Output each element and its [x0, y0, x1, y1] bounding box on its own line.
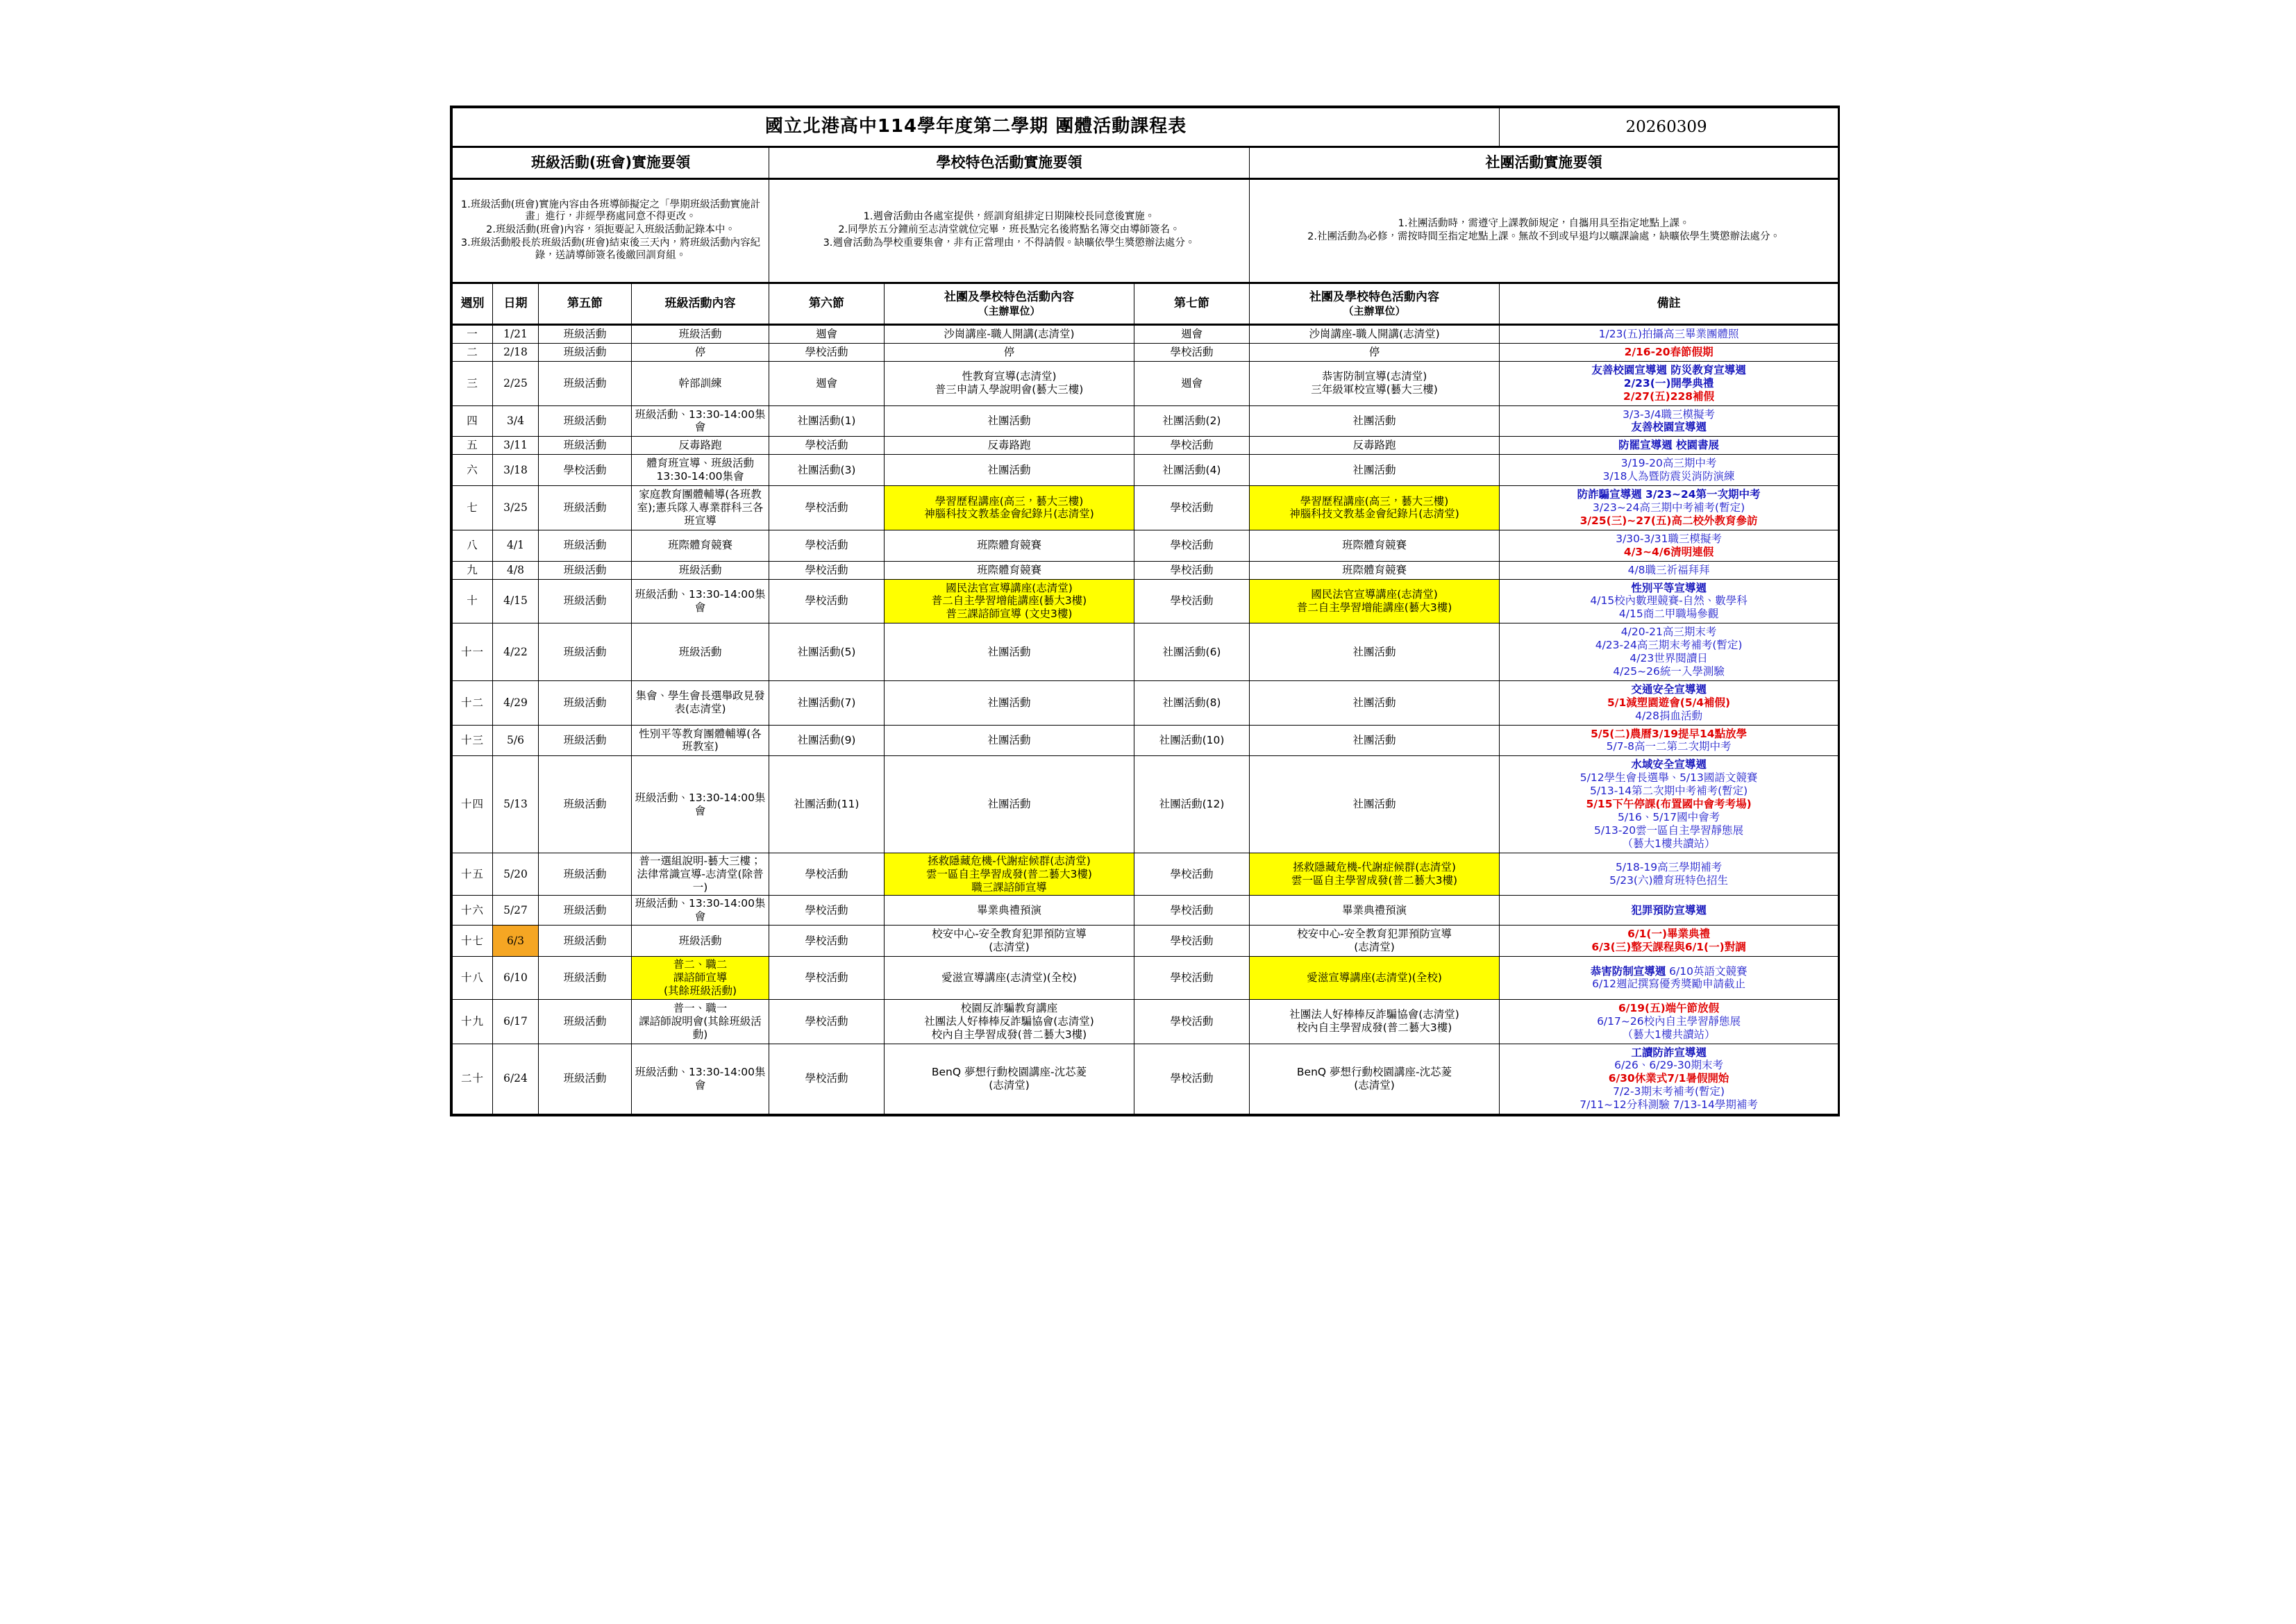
cell-activity-period7: 班際體育競賽 [1250, 530, 1500, 561]
guideline-heading-class: 班級活動(班會)實施要領 [453, 147, 769, 179]
cell-remarks [1500, 957, 1838, 1000]
remark-emphasis: 恭害防制宣導週 [1590, 964, 1666, 978]
cell-remarks [1500, 896, 1838, 926]
cell-period5: 班級活動 [539, 926, 632, 957]
col-header-club-school-7-sub: （主辦單位） [1343, 304, 1406, 317]
remark-line: 友善校園宣導週 防災教育宣導週 [1591, 363, 1746, 376]
cell-class-activity: 班級活動、13:30-14:00集會 [632, 579, 769, 623]
cell-week: 十 [453, 579, 493, 623]
cell-period7: 社團活動(8) [1134, 680, 1250, 725]
table-row [453, 579, 1838, 623]
cell-period7: 學校活動 [1134, 343, 1250, 361]
cell-activity-period6: 校園反詐騙教育講座 社團法人好棒棒反詐騙協會(志清堂) 校內自主學習成發(普二藝大3樓) [885, 999, 1134, 1044]
cell-activity-period6: 學習歷程講座(高三，藝大三樓) 神腦科技文教基金會紀錄片(志清堂) [885, 486, 1134, 530]
cell-activity-period6: 沙崗講座-職人開講(志清堂) [885, 325, 1134, 344]
cell-class-activity: 停 [632, 343, 769, 361]
cell-period6: 學校活動 [769, 957, 885, 1000]
table-row [453, 926, 1838, 957]
cell-period7: 學校活動 [1134, 579, 1250, 623]
cell-date: 3/4 [493, 405, 539, 437]
cell-period6: 學校活動 [769, 486, 885, 530]
cell-period6: 學校活動 [769, 896, 885, 926]
cell-activity-period7: 校安中心-安全教育犯罪預防宣導 (志清堂) [1250, 926, 1500, 957]
cell-class-activity: 反毒路跑 [632, 437, 769, 455]
remark-line: 2/16-20春節假期 [1624, 345, 1713, 358]
table-row [453, 437, 1838, 455]
cell-remarks [1500, 455, 1838, 486]
table-row [453, 486, 1838, 530]
cell-date: 4/15 [493, 579, 539, 623]
cell-activity-period7: 社團活動 [1250, 623, 1500, 681]
cell-activity-period6: 校安中心-安全教育犯罪預防宣導 (志清堂) [885, 926, 1134, 957]
table-row [453, 1044, 1838, 1114]
cell-date: 2/18 [493, 343, 539, 361]
remark-emphasis: 防詐騙宣導週 3/23~24第一次期中考 [1577, 488, 1761, 501]
cell-activity-period7: 恭害防制宣導(志清堂) 三年級軍校宣導(藝大三樓) [1250, 361, 1500, 405]
col-header-period7: 第七節 [1134, 283, 1250, 325]
remark-line: 6/26、6/29-30期末考 [1614, 1059, 1724, 1072]
cell-class-activity: 班級活動 [632, 926, 769, 957]
cell-week: 八 [453, 530, 493, 561]
remark-line: 5/16、5/17國中會考 [1618, 811, 1720, 823]
cell-date: 1/21 [493, 325, 539, 344]
col-header-club-school-6 [885, 283, 1134, 325]
remark-line: 3/25(三)~27(五)高二校外教育參訪 [1579, 514, 1758, 527]
cell-date: 5/6 [493, 725, 539, 756]
cell-date: 6/24 [493, 1044, 539, 1114]
remark-line: 6/1(一)畢業典禮 [1627, 928, 1711, 941]
remark-line: 5/18-19高三學期補考 [1616, 861, 1723, 874]
remark-line: 3/23~24高三期中考補考(暫定) [1593, 501, 1745, 514]
remark-line: 6/17~26校內自主學習靜態展 [1597, 1014, 1741, 1028]
col-header-club-school-7 [1250, 283, 1500, 325]
cell-class-activity: 班際體育競賽 [632, 530, 769, 561]
table-row [453, 455, 1838, 486]
cell-remarks [1500, 926, 1838, 957]
cell-remarks [1500, 1044, 1838, 1114]
remark-line: 1/23(五)拍攝高三畢業團體照 [1598, 328, 1739, 340]
cell-period7: 社團活動(12) [1134, 756, 1250, 853]
schedule-body [453, 108, 1838, 1114]
cell-period5: 班級活動 [539, 623, 632, 681]
cell-date: 3/25 [493, 486, 539, 530]
cell-week: 二十 [453, 1044, 493, 1114]
cell-week: 七 [453, 486, 493, 530]
cell-period7: 學校活動 [1134, 896, 1250, 926]
cell-period5: 班級活動 [539, 361, 632, 405]
cell-remarks [1500, 623, 1838, 681]
cell-remarks [1500, 561, 1838, 579]
remark-line: 性別平等宣導週 [1631, 581, 1707, 594]
remark-line: 4/3~4/6清明連假 [1623, 545, 1714, 558]
remark-line: 6/12週記撰寫優秀獎勵申請截止 [1592, 978, 1745, 991]
remark-line: 3/19-20高三期中考 [1620, 457, 1717, 470]
cell-class-activity: 班級活動、13:30-14:00集會 [632, 756, 769, 853]
doc-date: 20260309 [1500, 108, 1838, 147]
cell-class-activity: 班級活動 [632, 561, 769, 579]
cell-period7: 學校活動 [1134, 999, 1250, 1044]
guideline-line: 2.同學於五分鐘前至志清堂就位完畢，班長點完名後將點名簿交由導師簽名。 [838, 224, 1180, 236]
remark-line: 6/30休業式7/1暑假開始 [1608, 1072, 1729, 1085]
cell-activity-period6: 性教育宣導(志清堂) 普三申請入學說明會(藝大三樓) [885, 361, 1134, 405]
cell-activity-period6: 社團活動 [885, 455, 1134, 486]
cell-class-activity: 家庭教育團體輔導(各班教室);憲兵隊入專業群科三各班宣導 [632, 486, 769, 530]
cell-class-activity: 集會、學生會長選舉政見發表(志清堂) [632, 680, 769, 725]
cell-period6: 社團活動(5) [769, 623, 885, 681]
guideline-line: 2.社團活動為必修，需按時間至指定地點上課。無故不到或早退均以曠課論處，缺曠依學生獎懲辦法處分。 [1307, 231, 1780, 242]
cell-period5: 班級活動 [539, 999, 632, 1044]
cell-class-activity: 普一、職一 課諮師說明會(其餘班級活動) [632, 999, 769, 1044]
cell-period5: 班級活動 [539, 756, 632, 853]
cell-week: 十九 [453, 999, 493, 1044]
cell-period6: 社團活動(9) [769, 725, 885, 756]
cell-activity-period6: 停 [885, 343, 1134, 361]
cell-class-activity: 普二、職二 課諮師宣導 (其餘班級活動) [632, 957, 769, 1000]
remark-line: 犯罪預防宣導週 [1631, 903, 1707, 916]
cell-week: 九 [453, 561, 493, 579]
cell-date: 4/1 [493, 530, 539, 561]
title-row [453, 108, 1838, 147]
remark-line: 6/3(三)整天課程與6/1(一)對調 [1591, 941, 1746, 954]
cell-period7: 學校活動 [1134, 926, 1250, 957]
cell-week: 十八 [453, 957, 493, 1000]
cell-period6: 週會 [769, 325, 885, 344]
remark-line: 5/1減塑園遊會(5/4補假) [1607, 696, 1731, 709]
col-header-week: 週別 [453, 283, 493, 325]
cell-activity-period7: 社團活動 [1250, 405, 1500, 437]
cell-remarks [1500, 530, 1838, 561]
guideline-line: 3.班級活動股長於班級活動(班會)結束後三天內，將班級活動內容紀錄，送請導師簽名後繳回訓育組。 [460, 237, 761, 261]
cell-period6: 社團活動(3) [769, 455, 885, 486]
cell-activity-period6: 社團活動 [885, 623, 1134, 681]
guideline-heading-school: 學校特色活動實施要領 [769, 147, 1250, 179]
cell-period5: 學校活動 [539, 455, 632, 486]
cell-class-activity: 普一選組說明-藝大三樓；法律常識宣導-志清堂(除普一) [632, 853, 769, 896]
cell-period6: 學校活動 [769, 1044, 885, 1114]
table-row [453, 725, 1838, 756]
cell-activity-period7: 社團活動 [1250, 680, 1500, 725]
column-header-row [453, 283, 1838, 325]
cell-class-activity: 幹部訓練 [632, 361, 769, 405]
guideline-heading-club: 社團活動實施要領 [1250, 147, 1838, 179]
cell-period6: 學校活動 [769, 530, 885, 561]
remark-line: 7/2-3期末考補考(暫定) [1613, 1085, 1725, 1098]
remark-line: 友善校園宣導週 [1631, 421, 1707, 434]
cell-week: 十二 [453, 680, 493, 725]
cell-period7: 社團活動(6) [1134, 623, 1250, 681]
cell-week: 二 [453, 343, 493, 361]
cell-activity-period6: 國民法官宣導講座(志清堂) 普二自主學習增能講座(藝大3樓) 普三課諮師宣導 (文史3樓) [885, 579, 1134, 623]
remark-line: 5/13-20雲一區自主學習靜態展 [1594, 823, 1744, 837]
table-row [453, 623, 1838, 681]
cell-activity-period6: 畢業典禮預演 [885, 896, 1134, 926]
cell-remarks [1500, 680, 1838, 725]
cell-remarks [1500, 437, 1838, 455]
cell-period6: 學校活動 [769, 561, 885, 579]
remark-line: 2/27(五)228補假 [1623, 390, 1715, 403]
guideline-body-row [453, 179, 1838, 283]
cell-date: 4/22 [493, 623, 539, 681]
guideline-body-club [1250, 179, 1838, 283]
cell-week: 十七 [453, 926, 493, 957]
remark-line [1501, 488, 1836, 501]
table-row [453, 343, 1838, 361]
cell-week: 六 [453, 455, 493, 486]
cell-activity-period6: 社團活動 [885, 680, 1134, 725]
cell-period6: 學校活動 [769, 926, 885, 957]
remark-line: 7/11~12分科測驗 7/13-14學期補考 [1579, 1098, 1758, 1112]
col-header-remarks: 備註 [1500, 283, 1838, 325]
remark-line: 5/23(六)體育班特色招生 [1609, 874, 1729, 887]
remark-line [1501, 965, 1836, 978]
col-header-period5: 第五節 [539, 283, 632, 325]
cell-class-activity: 班級活動 [632, 623, 769, 681]
guideline-body-class [453, 179, 769, 283]
cell-period7: 學校活動 [1134, 530, 1250, 561]
cell-date: 6/17 [493, 999, 539, 1044]
schedule-sheet [450, 106, 1840, 1116]
cell-period5: 班級活動 [539, 405, 632, 437]
table-row [453, 561, 1838, 579]
cell-date: 3/18 [493, 455, 539, 486]
remark-line: 交通安全宣導週 [1631, 683, 1707, 696]
cell-period7: 學校活動 [1134, 957, 1250, 1000]
remark-line: 水域安全宣導週 [1631, 758, 1707, 771]
cell-week: 十一 [453, 623, 493, 681]
guideline-line: 1.週會活動由各處室提供，經訓育組排定日期陳校長同意後實施。 [863, 211, 1155, 223]
cell-activity-period7: BenQ 夢想行動校園講座-沈芯菱 (志清堂) [1250, 1044, 1500, 1114]
cell-period7: 學校活動 [1134, 1044, 1250, 1114]
cell-week: 十三 [453, 725, 493, 756]
cell-date: 6/10 [493, 957, 539, 1000]
cell-remarks [1500, 853, 1838, 896]
cell-activity-period6: 班際體育競賽 [885, 561, 1134, 579]
cell-remarks [1500, 343, 1838, 361]
remark-line: 4/20-21高三期末考 [1620, 626, 1717, 639]
cell-period7: 學校活動 [1134, 853, 1250, 896]
cell-period6: 學校活動 [769, 437, 885, 455]
cell-remarks [1500, 486, 1838, 530]
table-row [453, 957, 1838, 1000]
cell-activity-period7: 反毒路跑 [1250, 437, 1500, 455]
guideline-line: 1.班級活動(班會)實施內容由各班導師擬定之「學期班級活動實施計畫」進行，非經學務處同意不得更改。 [460, 199, 761, 223]
cell-period5: 班級活動 [539, 530, 632, 561]
cell-period5: 班級活動 [539, 957, 632, 1000]
cell-period7: 社團活動(2) [1134, 405, 1250, 437]
remark-line: 5/13-14第二次期中考補考(暫定) [1589, 785, 1748, 798]
cell-remarks [1500, 999, 1838, 1044]
cell-period5: 班級活動 [539, 725, 632, 756]
cell-period6: 學校活動 [769, 579, 885, 623]
guideline-line: 3.週會活動為學校重要集會，非有正當理由，不得請假。缺曠依學生獎懲辦法處分。 [823, 237, 1196, 249]
remark-line: 6/19(五)端午節放假 [1618, 1001, 1720, 1014]
remark-line: 2/23(一)開學典禮 [1623, 376, 1714, 390]
table-row [453, 680, 1838, 725]
cell-activity-period7: 社團法人好棒棒反詐騙協會(志清堂) 校內自主學習成發(普二藝大3樓) [1250, 999, 1500, 1044]
cell-activity-period6: 社團活動 [885, 756, 1134, 853]
col-header-club-school-6-main: 社團及學校特色活動內容 [944, 290, 1074, 304]
remark-line: 3/3-3/4職三模擬考 [1623, 408, 1716, 421]
cell-period6: 社團活動(11) [769, 756, 885, 853]
cell-date: 5/27 [493, 896, 539, 926]
cell-week: 十五 [453, 853, 493, 896]
guideline-line: 1.社團活動時，需遵守上課教師規定，自攜用具至指定地點上課。 [1398, 217, 1690, 229]
cell-activity-period6: 社團活動 [885, 405, 1134, 437]
cell-date: 4/8 [493, 561, 539, 579]
table-row [453, 756, 1838, 853]
remark-line: 防罷宣導週 校園書展 [1618, 439, 1720, 452]
col-header-club-school-6-sub: （主辦單位） [978, 304, 1041, 317]
table-row [453, 999, 1838, 1044]
guideline-line: 2.班級活動(班會)內容，須扼要記入班級活動記錄本中。 [486, 224, 735, 236]
cell-period6: 社團活動(1) [769, 405, 885, 437]
col-header-club-school-7-main: 社團及學校特色活動內容 [1309, 290, 1440, 304]
cell-date: 2/25 [493, 361, 539, 405]
cell-period5: 班級活動 [539, 343, 632, 361]
cell-activity-period6: BenQ 夢想行動校園講座-沈芯菱 (志清堂) [885, 1044, 1134, 1114]
cell-week: 十六 [453, 896, 493, 926]
guideline-heading-row [453, 147, 1838, 179]
cell-period7: 社團活動(4) [1134, 455, 1250, 486]
cell-class-activity: 班級活動、13:30-14:00集會 [632, 1044, 769, 1114]
cell-period5: 班級活動 [539, 680, 632, 725]
cell-period6: 學校活動 [769, 999, 885, 1044]
cell-remarks [1500, 325, 1838, 344]
cell-class-activity: 班級活動、13:30-14:00集會 [632, 896, 769, 926]
cell-class-activity: 班級活動 [632, 325, 769, 344]
cell-activity-period7: 拯救隱藏危機-代謝症候群(志清堂) 雲一區自主學習成發(普二藝大3樓) [1250, 853, 1500, 896]
cell-remarks [1500, 405, 1838, 437]
cell-activity-period7: 學習歷程講座(高三，藝大三樓) 神腦科技文教基金會紀錄片(志清堂) [1250, 486, 1500, 530]
remark-line: 5/15下午停課(布置國中會考考場) [1586, 798, 1752, 811]
cell-date: 3/11 [493, 437, 539, 455]
cell-week: 三 [453, 361, 493, 405]
cell-date: 5/20 [493, 853, 539, 896]
cell-remarks [1500, 756, 1838, 853]
remark-line: 4/23-24高三期末考補考(暫定) [1595, 639, 1743, 652]
cell-week: 十四 [453, 756, 493, 853]
cell-class-activity: 性別平等教育團體輔導(各班教室) [632, 725, 769, 756]
cell-period7: 週會 [1134, 361, 1250, 405]
cell-remarks [1500, 361, 1838, 405]
cell-period6: 社團活動(7) [769, 680, 885, 725]
cell-date: 4/29 [493, 680, 539, 725]
remark-line: 4/15商二甲職場參觀 [1618, 608, 1719, 621]
cell-activity-period7: 社團活動 [1250, 455, 1500, 486]
table-row [453, 405, 1838, 437]
cell-class-activity: 體育班宣導、班級活動 13:30-14:00集會 [632, 455, 769, 486]
cell-period7: 社團活動(10) [1134, 725, 1250, 756]
cell-activity-period7: 國民法官宣導講座(志清堂) 普二自主學習增能講座(藝大3樓) [1250, 579, 1500, 623]
cell-period5: 班級活動 [539, 486, 632, 530]
cell-period5: 班級活動 [539, 853, 632, 896]
cell-class-activity: 班級活動、13:30-14:00集會 [632, 405, 769, 437]
cell-activity-period6: 反毒路跑 [885, 437, 1134, 455]
page-title: 國立北港高中114學年度第二學期 團體活動課程表 [453, 108, 1500, 147]
remark-line: 4/23世界閱讀日 [1629, 652, 1708, 665]
cell-period6: 學校活動 [769, 853, 885, 896]
remark-line: 4/28捐血活動 [1635, 709, 1702, 722]
table-row [453, 530, 1838, 561]
table-row [453, 853, 1838, 896]
cell-activity-period6: 班際體育競賽 [885, 530, 1134, 561]
table-row [453, 361, 1838, 405]
remark-line: （藝大1樓共讀站） [1622, 837, 1716, 850]
cell-week: 四 [453, 405, 493, 437]
col-header-period6: 第六節 [769, 283, 885, 325]
cell-period5: 班級活動 [539, 561, 632, 579]
cell-period7: 週會 [1134, 325, 1250, 344]
remark-line: 5/5(二)農曆3/19提早14點放學 [1591, 727, 1748, 740]
cell-activity-period7: 沙崗講座-職人開講(志清堂) [1250, 325, 1500, 344]
cell-period5: 班級活動 [539, 579, 632, 623]
cell-activity-period6: 愛滋宣導講座(志清堂)(全校) [885, 957, 1134, 1000]
cell-remarks [1500, 725, 1838, 756]
remark-line: 3/30-3/31職三模擬考 [1616, 532, 1722, 545]
remark-plain: 6/10英語文競賽 [1666, 964, 1748, 978]
remark-line: 4/25~26統一入學測驗 [1613, 664, 1725, 678]
remark-line: 5/7-8高一二第二次期中考 [1606, 740, 1732, 753]
cell-period6: 週會 [769, 361, 885, 405]
remark-line: 3/18人為暨防震災消防演練 [1602, 470, 1735, 483]
remark-line: 5/12學生會長選舉、5/13國語文競賽 [1579, 771, 1758, 785]
cell-period5: 班級活動 [539, 437, 632, 455]
cell-period5: 班級活動 [539, 896, 632, 926]
cell-activity-period7: 停 [1250, 343, 1500, 361]
cell-activity-period7: 社團活動 [1250, 725, 1500, 756]
cell-activity-period6: 拯救隱藏危機-代謝症候群(志清堂) 雲一區自主學習成發(普二藝大3樓) 職三課諮師宣導 [885, 853, 1134, 896]
remark-line: 4/8職三祈福拜拜 [1627, 563, 1710, 576]
cell-period5: 班級活動 [539, 1044, 632, 1114]
table-row [453, 325, 1838, 344]
cell-activity-period7: 畢業典禮預演 [1250, 896, 1500, 926]
remark-line: （藝大1樓共讀站） [1622, 1028, 1716, 1041]
guideline-body-school [769, 179, 1250, 283]
cell-week: 一 [453, 325, 493, 344]
cell-week: 五 [453, 437, 493, 455]
cell-remarks [1500, 579, 1838, 623]
table-row [453, 896, 1838, 926]
cell-date: 5/13 [493, 756, 539, 853]
cell-period6: 學校活動 [769, 343, 885, 361]
cell-activity-period6: 社團活動 [885, 725, 1134, 756]
cell-period7: 學校活動 [1134, 561, 1250, 579]
remark-line: 工讀防詐宣導週 [1631, 1046, 1707, 1059]
cell-period5: 班級活動 [539, 325, 632, 344]
cell-activity-period7: 愛滋宣導講座(志清堂)(全校) [1250, 957, 1500, 1000]
cell-period7: 學校活動 [1134, 486, 1250, 530]
cell-date: 6/3 [493, 926, 539, 957]
col-header-date: 日期 [493, 283, 539, 325]
cell-activity-period7: 班際體育競賽 [1250, 561, 1500, 579]
cell-period7: 學校活動 [1134, 437, 1250, 455]
cell-activity-period7: 社團活動 [1250, 756, 1500, 853]
col-header-class-activity: 班級活動內容 [632, 283, 769, 325]
remark-line: 4/15校內數理競賽-自然、數學科 [1590, 594, 1748, 608]
schedule-table [452, 108, 1838, 1114]
